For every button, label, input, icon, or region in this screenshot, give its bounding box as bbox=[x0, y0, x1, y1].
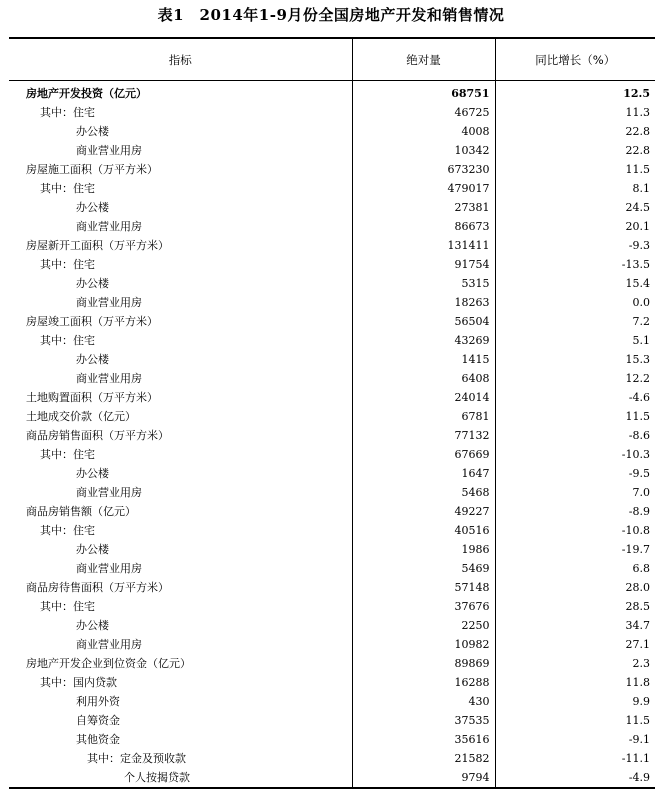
row-label: 商品房销售额（亿元） bbox=[26, 505, 136, 518]
row-label: 办公楼 bbox=[76, 277, 109, 290]
row-label: 其中：住宅 bbox=[40, 182, 95, 195]
row-absolute-value: 479017 bbox=[352, 179, 495, 198]
table-row bbox=[9, 236, 655, 255]
row-yoy-growth: -9.1 bbox=[495, 730, 655, 749]
row-label: 其中：住宅 bbox=[40, 334, 95, 347]
row-label: 商业营业用房 bbox=[76, 220, 142, 233]
row-label: 其中：国内贷款 bbox=[40, 676, 117, 689]
row-absolute-value: 5469 bbox=[352, 559, 495, 578]
row-absolute-value: 1647 bbox=[352, 464, 495, 483]
row-absolute-value: 673230 bbox=[352, 160, 495, 179]
row-label: 商业营业用房 bbox=[76, 638, 142, 651]
table-row bbox=[9, 293, 655, 312]
row-label: 商品房待售面积（万平方米） bbox=[26, 581, 169, 594]
row-yoy-growth: 34.7 bbox=[495, 616, 655, 635]
row-yoy-growth: -9.5 bbox=[495, 464, 655, 483]
row-absolute-value: 131411 bbox=[352, 236, 495, 255]
row-yoy-growth: 6.8 bbox=[495, 559, 655, 578]
row-absolute-value: 10982 bbox=[352, 635, 495, 654]
row-absolute-value: 37676 bbox=[352, 597, 495, 616]
row-label: 房屋施工面积（万平方米） bbox=[26, 163, 158, 176]
row-absolute-value: 46725 bbox=[352, 103, 495, 122]
table-row bbox=[9, 749, 655, 768]
row-yoy-growth: 11.5 bbox=[495, 711, 655, 730]
table-row bbox=[9, 654, 655, 673]
row-label: 商业营业用房 bbox=[76, 486, 142, 499]
row-absolute-value: 49227 bbox=[352, 502, 495, 521]
row-absolute-value: 57148 bbox=[352, 578, 495, 597]
row-label: 利用外资 bbox=[76, 695, 120, 708]
row-yoy-growth: 24.5 bbox=[495, 198, 655, 217]
row-yoy-growth: 11.8 bbox=[495, 673, 655, 692]
table-row bbox=[9, 407, 655, 426]
header-row bbox=[9, 38, 655, 81]
table-row bbox=[9, 730, 655, 749]
header-absolute-value: 绝对量 bbox=[352, 38, 495, 81]
table-row bbox=[9, 426, 655, 445]
row-yoy-growth: 9.9 bbox=[495, 692, 655, 711]
table-body bbox=[9, 81, 655, 789]
row-label: 办公楼 bbox=[76, 353, 109, 366]
table-row bbox=[9, 350, 655, 369]
row-absolute-value: 86673 bbox=[352, 217, 495, 236]
row-absolute-value: 43269 bbox=[352, 331, 495, 350]
row-yoy-growth: 28.0 bbox=[495, 578, 655, 597]
row-label: 商业营业用房 bbox=[76, 372, 142, 385]
row-absolute-value: 6781 bbox=[352, 407, 495, 426]
row-absolute-value: 1415 bbox=[352, 350, 495, 369]
row-yoy-growth: -8.6 bbox=[495, 426, 655, 445]
row-absolute-value: 21582 bbox=[352, 749, 495, 768]
row-yoy-growth: 11.3 bbox=[495, 103, 655, 122]
row-absolute-value: 37535 bbox=[352, 711, 495, 730]
row-yoy-growth: 28.5 bbox=[495, 597, 655, 616]
row-label: 商业营业用房 bbox=[76, 562, 142, 575]
row-label: 房屋竣工面积（万平方米） bbox=[26, 315, 158, 328]
row-yoy-growth: 5.1 bbox=[495, 331, 655, 350]
table-row bbox=[9, 141, 655, 160]
table-row bbox=[9, 635, 655, 654]
row-absolute-value: 10342 bbox=[352, 141, 495, 160]
row-label: 办公楼 bbox=[76, 201, 109, 214]
row-absolute-value: 18263 bbox=[352, 293, 495, 312]
row-label: 办公楼 bbox=[76, 125, 109, 138]
row-yoy-growth: 7.2 bbox=[495, 312, 655, 331]
row-absolute-value: 24014 bbox=[352, 388, 495, 407]
row-label: 房地产开发企业到位资金（亿元） bbox=[26, 657, 191, 670]
row-label: 其中：住宅 bbox=[40, 600, 95, 613]
table-row bbox=[9, 369, 655, 388]
header-indicator: 指标 bbox=[9, 38, 352, 81]
statistics-table-container bbox=[9, 37, 655, 789]
row-absolute-value: 40516 bbox=[352, 521, 495, 540]
row-label: 商业营业用房 bbox=[76, 296, 142, 309]
row-absolute-value: 16288 bbox=[352, 673, 495, 692]
row-yoy-growth: 15.4 bbox=[495, 274, 655, 293]
table-row bbox=[9, 255, 655, 274]
row-label: 商业营业用房 bbox=[76, 144, 142, 157]
table-row bbox=[9, 502, 655, 521]
row-yoy-growth: -10.3 bbox=[495, 445, 655, 464]
row-label: 商品房销售面积（万平方米） bbox=[26, 429, 169, 442]
table-header bbox=[9, 38, 655, 81]
table-row bbox=[9, 103, 655, 122]
row-yoy-growth: -9.3 bbox=[495, 236, 655, 255]
row-absolute-value: 91754 bbox=[352, 255, 495, 274]
row-absolute-value: 35616 bbox=[352, 730, 495, 749]
table-row bbox=[9, 692, 655, 711]
table-row bbox=[9, 540, 655, 559]
row-yoy-growth: -13.5 bbox=[495, 255, 655, 274]
table-row bbox=[9, 331, 655, 350]
row-absolute-value: 4008 bbox=[352, 122, 495, 141]
row-yoy-growth: -8.9 bbox=[495, 502, 655, 521]
table-row bbox=[9, 122, 655, 141]
row-absolute-value: 89869 bbox=[352, 654, 495, 673]
row-absolute-value: 5468 bbox=[352, 483, 495, 502]
row-yoy-growth: 15.3 bbox=[495, 350, 655, 369]
row-absolute-value: 68751 bbox=[352, 81, 495, 104]
table-row bbox=[9, 483, 655, 502]
row-yoy-growth: 8.1 bbox=[495, 179, 655, 198]
row-yoy-growth: 11.5 bbox=[495, 160, 655, 179]
table-row bbox=[9, 198, 655, 217]
row-absolute-value: 9794 bbox=[352, 768, 495, 788]
row-absolute-value: 430 bbox=[352, 692, 495, 711]
row-label: 房地产开发投资（亿元） bbox=[26, 87, 147, 100]
row-label: 其中：住宅 bbox=[40, 524, 95, 537]
row-label: 办公楼 bbox=[76, 543, 109, 556]
row-yoy-growth: 0.0 bbox=[495, 293, 655, 312]
table-row bbox=[9, 179, 655, 198]
table-title: 表1 2014年1-9月份全国房地产开发和销售情况 bbox=[157, 6, 505, 24]
table-row bbox=[9, 388, 655, 407]
table-row bbox=[9, 711, 655, 730]
row-yoy-growth: 22.8 bbox=[495, 122, 655, 141]
row-yoy-growth: -10.8 bbox=[495, 521, 655, 540]
row-absolute-value: 2250 bbox=[352, 616, 495, 635]
row-yoy-growth: -4.6 bbox=[495, 388, 655, 407]
statistics-table bbox=[9, 37, 655, 789]
row-absolute-value: 27381 bbox=[352, 198, 495, 217]
row-yoy-growth: -11.1 bbox=[495, 749, 655, 768]
row-label: 其中：住宅 bbox=[40, 106, 95, 119]
table-row bbox=[9, 445, 655, 464]
row-label: 办公楼 bbox=[76, 619, 109, 632]
table-row bbox=[9, 616, 655, 635]
table-row bbox=[9, 160, 655, 179]
table-row bbox=[9, 312, 655, 331]
table-row bbox=[9, 673, 655, 692]
row-label: 其中：定金及预收款 bbox=[87, 752, 186, 765]
table-row bbox=[9, 578, 655, 597]
row-yoy-growth: -19.7 bbox=[495, 540, 655, 559]
row-label: 个人按揭贷款 bbox=[9, 768, 352, 788]
row-yoy-growth: 11.5 bbox=[495, 407, 655, 426]
row-yoy-growth: 20.1 bbox=[495, 217, 655, 236]
row-yoy-growth: 22.8 bbox=[495, 141, 655, 160]
row-label: 房屋新开工面积（万平方米） bbox=[26, 239, 169, 252]
row-absolute-value: 5315 bbox=[352, 274, 495, 293]
header-yoy-growth: 同比增长（%） bbox=[495, 38, 655, 81]
row-label: 土地购置面积（万平方米） bbox=[26, 391, 158, 404]
row-label: 自筹资金 bbox=[76, 714, 120, 727]
table-row bbox=[9, 768, 655, 788]
row-yoy-growth: 12.5 bbox=[495, 81, 655, 104]
row-label: 土地成交价款（亿元） bbox=[26, 410, 136, 423]
row-yoy-growth: -4.9 bbox=[495, 768, 655, 788]
row-absolute-value: 1986 bbox=[352, 540, 495, 559]
row-absolute-value: 67669 bbox=[352, 445, 495, 464]
table-row bbox=[9, 559, 655, 578]
row-absolute-value: 77132 bbox=[352, 426, 495, 445]
row-yoy-growth: 27.1 bbox=[495, 635, 655, 654]
row-absolute-value: 56504 bbox=[352, 312, 495, 331]
table-row bbox=[9, 274, 655, 293]
row-absolute-value: 6408 bbox=[352, 369, 495, 388]
row-yoy-growth: 12.2 bbox=[495, 369, 655, 388]
row-yoy-growth: 7.0 bbox=[495, 483, 655, 502]
table-row bbox=[9, 81, 655, 104]
row-yoy-growth: 2.3 bbox=[495, 654, 655, 673]
row-label: 其中：住宅 bbox=[40, 448, 95, 461]
table-row bbox=[9, 464, 655, 483]
row-label: 办公楼 bbox=[76, 467, 109, 480]
table-row bbox=[9, 521, 655, 540]
row-label: 其中：住宅 bbox=[40, 258, 95, 271]
table-row bbox=[9, 597, 655, 616]
table-row bbox=[9, 217, 655, 236]
row-label: 其他资金 bbox=[76, 733, 120, 746]
